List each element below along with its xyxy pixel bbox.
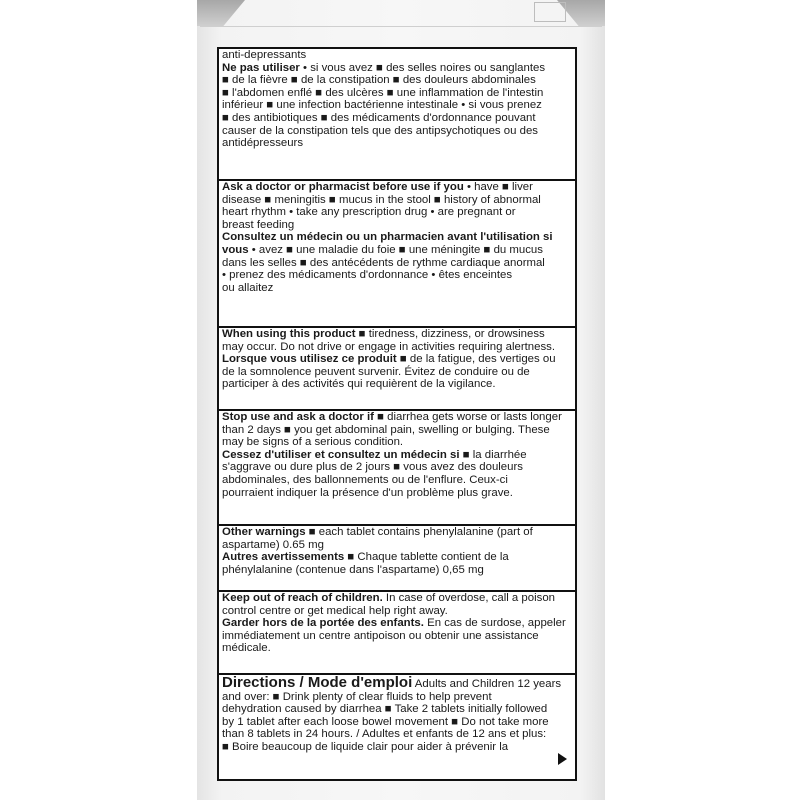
section-other-warnings <box>219 526 575 592</box>
other-warnings-line: phénylalanine (contenue dans l'aspartame) 0,65 mg <box>222 563 484 576</box>
directions-line: and over: ■ Drink plenty of clear fluids to help prevent <box>222 690 492 703</box>
directions-line: than 8 tablets in 24 hours. / Adultes et enfants de 12 ans et plus: <box>222 728 547 741</box>
section-ask-doctor <box>219 181 575 328</box>
section-when-using <box>219 328 575 411</box>
stop-use-line: than 2 days ■ you get abdominal pain, swelling or bulging. These <box>222 423 550 436</box>
continue-arrow-icon <box>558 753 567 765</box>
stop-use-line: Cessez d'utiliser et consultez un médecin si ■ la diarrhée <box>222 448 527 461</box>
ask-doctor-line: Ask a doctor or pharmacist before use if you • have ■ liver <box>222 181 533 193</box>
ask-doctor-line: Consultez un médecin ou un pharmacien avant l'utilisation si <box>222 231 553 244</box>
when-using-line: participer à des activités qui requièrent de la vigilance. <box>222 378 496 391</box>
ask-doctor-line: ou allaitez <box>222 281 274 294</box>
ask-doctor-line: • prenez des médicaments d'ordonnance • êtes enceintes <box>222 269 513 282</box>
ask-doctor-line: vous • avez ■ une maladie du foie ■ une méningite ■ du mucus <box>222 243 543 256</box>
do-not-use-line: ■ l'abdomen enflé ■ des ulcères ■ une inflammation de l'intestin <box>222 86 544 99</box>
section-do-not-use <box>219 49 575 181</box>
do-not-use-line: antidépresseurs <box>222 137 304 150</box>
ask-doctor-line: heart rhythm • take any prescription drug • are pregnant or <box>222 206 516 219</box>
when-using-line: When using this product ■ tiredness, dizziness, or drowsiness <box>222 328 545 340</box>
do-not-use-line: inférieur ■ une infection bactérienne intestinale • si vous prenez <box>222 99 542 112</box>
stop-use-line: pourraient indiquer la présence d'un problème plus grave. <box>222 486 513 499</box>
stop-use-line: abdominales, des ballonnements ou de l'enflure. Ceux-ci <box>222 473 508 486</box>
ask-doctor-line: dans les selles ■ des antécédents de rythme cardiaque anormal <box>222 256 545 269</box>
other-warnings-line: aspartame) 0.65 mg <box>222 538 324 551</box>
do-not-use-line: ■ des antibiotiques ■ des médicaments d'ordonnance pouvant <box>222 111 536 124</box>
section-keep-out-of-reach <box>219 592 575 675</box>
directions-line: ■ Boire beaucoup de liquide clair pour aider à prévenir la <box>222 740 509 753</box>
drug-facts-panel <box>217 47 577 781</box>
other-warnings-line: Other warnings ■ each tablet contains phenylalanine (part of <box>222 526 533 538</box>
directions-line: dehydration caused by diarrhea ■ Take 2 tablets initially followed <box>222 703 548 716</box>
directions-line: Directions / Mode d'emploi Adults and Children 12 years <box>222 674 562 691</box>
when-using-line: may occur. Do not drive or engage in activities requiring alertness. <box>222 340 556 353</box>
stop-use-line: Stop use and ask a doctor if ■ diarrhea gets worse or lasts longer <box>222 411 562 423</box>
do-not-use-line: ■ de la fièvre ■ de la constipation ■ des douleurs abdominales <box>222 74 536 87</box>
section-stop-use <box>219 411 575 526</box>
do-not-use-line: Ne pas utiliser • si vous avez ■ des selles noires ou sanglantes <box>222 61 546 74</box>
ask-doctor-line: disease ■ meningitis ■ mucus in the stool ■ history of abnormal <box>222 193 541 206</box>
stop-use-line: s'aggrave ou dure plus de 2 jours ■ vous avez des douleurs <box>222 461 523 474</box>
lot-stamp-box <box>534 2 566 22</box>
keep-out-line: médicale. <box>222 642 271 655</box>
when-using-line: de la somnolence peuvent survenir. Évitez de conduire ou de <box>222 365 530 378</box>
stop-use-line: may be signs of a serious condition. <box>222 436 404 449</box>
flap-fold-line <box>200 26 602 27</box>
when-using-line: Lorsque vous utilisez ce produit ■ de la fatigue, des vertiges ou <box>222 353 556 366</box>
directions-heading: Directions / Mode d'emploi <box>222 674 413 691</box>
keep-out-line: Keep out of reach of children. In case of overdose, call a poison <box>222 592 555 604</box>
directions-line: by 1 tablet after each loose bowel movement ■ Do not take more <box>222 715 549 728</box>
keep-out-line: immédiatement un centre antipoison ou obtenir une assistance <box>222 629 539 642</box>
keep-out-line: control centre or get medical help right away. <box>222 604 448 617</box>
do-not-use-line: anti-depressants <box>222 49 307 61</box>
do-not-use-line: causer de la constipation tels que des antipsychotiques ou des <box>222 124 538 137</box>
section-directions <box>219 675 575 756</box>
ask-doctor-line: breast feeding <box>222 218 295 231</box>
other-warnings-line: Autres avertissements ■ Chaque tablette contient de la <box>222 551 509 564</box>
keep-out-line: Garder hors de la portée des enfants. En cas de surdose, appeler <box>222 617 566 630</box>
